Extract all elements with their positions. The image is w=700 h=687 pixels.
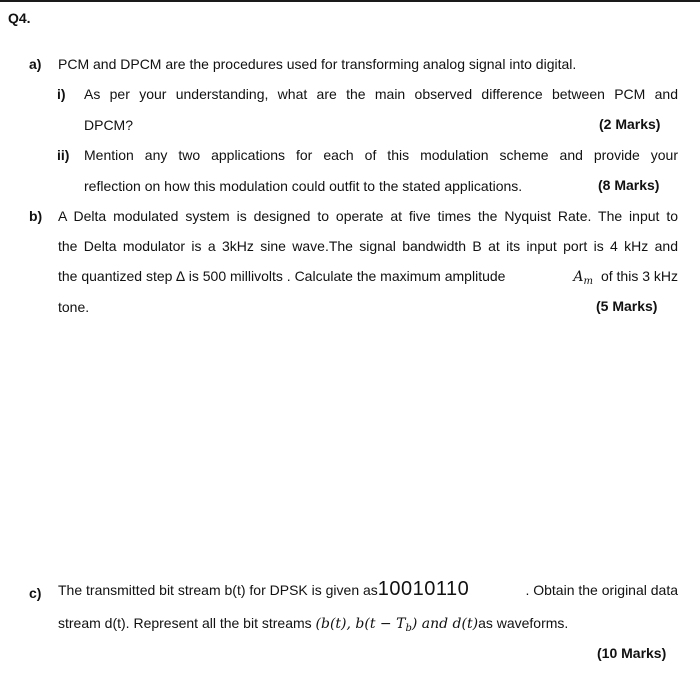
part-c-line1-end: . Obtain the original data [525, 582, 678, 598]
part-a-ii-label: ii) [57, 147, 70, 163]
part-c-line2-text: stream d(t). Represent all the bit streams [58, 615, 312, 631]
part-a-i-line1: As per your understanding, what are the main observed difference between PCM and [84, 86, 678, 102]
part-b-line3-tail [573, 267, 678, 291]
top-border [0, 0, 700, 2]
part-a-ii-line1: Mention any two applications for each of this modulation scheme and provide your [84, 147, 678, 163]
part-c-line1-start [58, 580, 469, 599]
part-a-i-line2: DPCM? [84, 117, 134, 133]
part-b-label: b) [29, 208, 43, 224]
part-a-ii-marks: (8 Marks) [598, 177, 660, 193]
part-b-line1: A Delta modulated system is designed to operate at five times the Nyquist Rate. The input to [58, 208, 678, 224]
part-a-i-marks: (2 Marks) [599, 116, 661, 132]
amplitude-symbol [573, 268, 593, 291]
dpsk-bit-stream: 10010110 [377, 578, 470, 600]
part-b-line2: the Delta modulator is a 3kHz sine wave.The signal bandwidth B at its input port is 4 kHz and [58, 238, 678, 254]
part-a-ii-line2: reflection on how this modulation could outfit to the stated applications. [84, 178, 523, 194]
question-number: Q4. [8, 10, 31, 26]
part-b-line3 [58, 267, 678, 291]
amplitude-subscript: m [583, 276, 593, 287]
part-b-line3-text: the quantized step ∆ is 500 millivolts . Calculate the maximum amplitude [58, 268, 506, 284]
part-c-line1-text: The transmitted bit stream b(t) for DPSK is given as [58, 582, 378, 598]
part-c-line2 [58, 614, 568, 638]
part-b-marks: (5 Marks) [596, 298, 658, 314]
bit-streams-subscript: b [405, 623, 412, 634]
part-c-line2-end: as waveforms. [478, 615, 569, 631]
part-c-marks: (10 Marks) [597, 645, 667, 661]
amplitude-letter: A [573, 269, 584, 285]
part-a-text: PCM and DPCM are the procedures used for transforming analog signal into digital. [58, 56, 577, 72]
bit-streams-math [316, 616, 479, 632]
bit-streams-math-b: ) and d(t) [411, 616, 479, 632]
part-b-line3-end: of this 3 kHz [600, 268, 678, 284]
part-a-i-label: i) [57, 86, 66, 102]
part-b-line4: tone. [58, 299, 90, 315]
bit-streams-math-a: (b(t), b(t − T [315, 616, 406, 632]
part-a-label: a) [29, 56, 42, 72]
part-c-line1 [58, 580, 678, 599]
part-c-label: c) [29, 585, 42, 601]
